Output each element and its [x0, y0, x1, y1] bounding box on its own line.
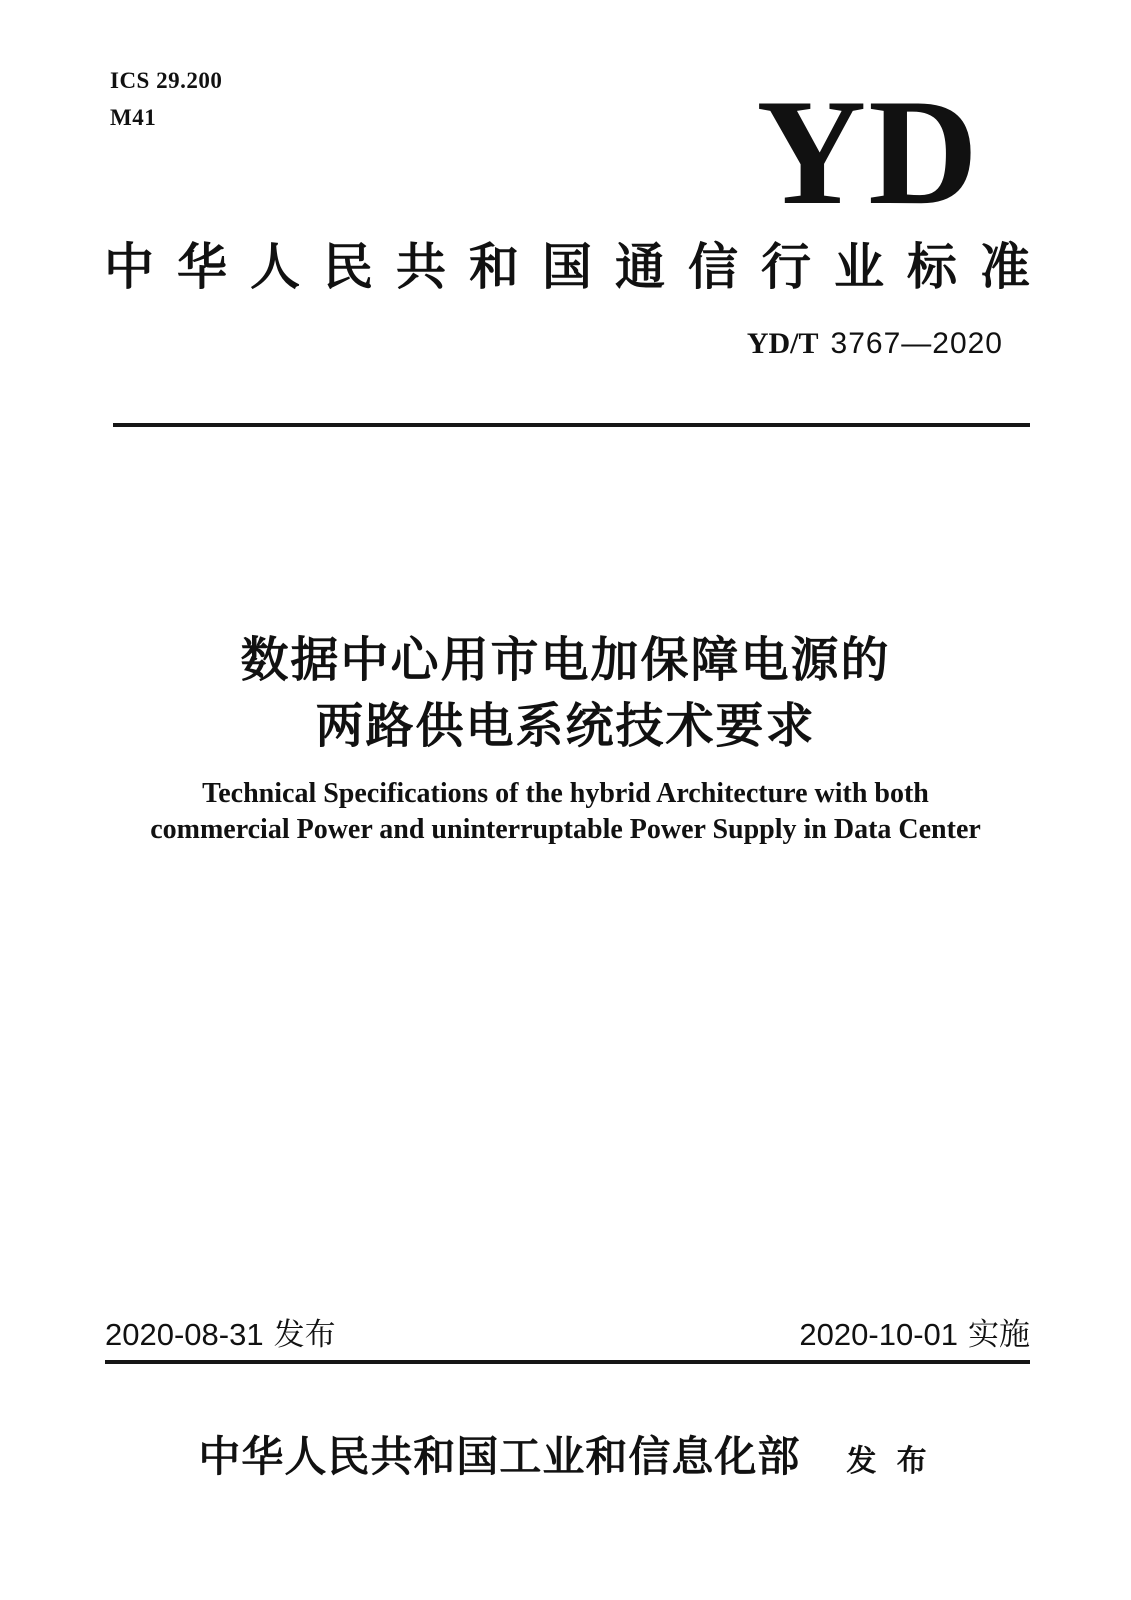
standard-number: [747, 326, 1003, 362]
yd-logo: YD: [756, 68, 980, 236]
publish-date: 2020-08-31: [105, 1317, 264, 1352]
ics-classification-block: [110, 62, 222, 136]
issuer-name: 中华人民共和国工业和信息化部: [198, 1435, 801, 1481]
standard-number-prefix: YD/T: [746, 327, 819, 360]
issue-label: 发 布: [846, 1445, 933, 1478]
dates-row: [105, 1316, 1030, 1354]
title-en-line2: commercial Power and uninterruptable Power Supply in Data Center: [150, 814, 981, 845]
issuer-row: [0, 1424, 1131, 1484]
implement-label: 实施: [968, 1317, 1030, 1352]
title-en-line1: Technical Specifications of the hybrid Architecture with both: [202, 778, 929, 809]
implement-date-item: [799, 1316, 1030, 1354]
bottom-divider-rule: [105, 1360, 1030, 1364]
standard-name-cn: 中华人民共和国通信行业标准: [104, 239, 1053, 295]
publish-label: 发布: [273, 1317, 336, 1352]
title-cn: [0, 628, 1131, 760]
publish-date-item: [105, 1316, 336, 1354]
title-cn-line2: 两路供电系统技术要求: [315, 700, 816, 753]
standard-number-code: 3767—2020: [830, 327, 1003, 360]
top-divider-rule: [113, 423, 1030, 427]
title-cn-line1: 数据中心用市电加保障电源的: [240, 634, 891, 687]
implement-date: 2020-10-01: [799, 1317, 958, 1352]
title-en: [0, 776, 1131, 848]
ics-code: ICS 29.200: [110, 68, 223, 93]
doc-class-code: M41: [110, 105, 157, 130]
